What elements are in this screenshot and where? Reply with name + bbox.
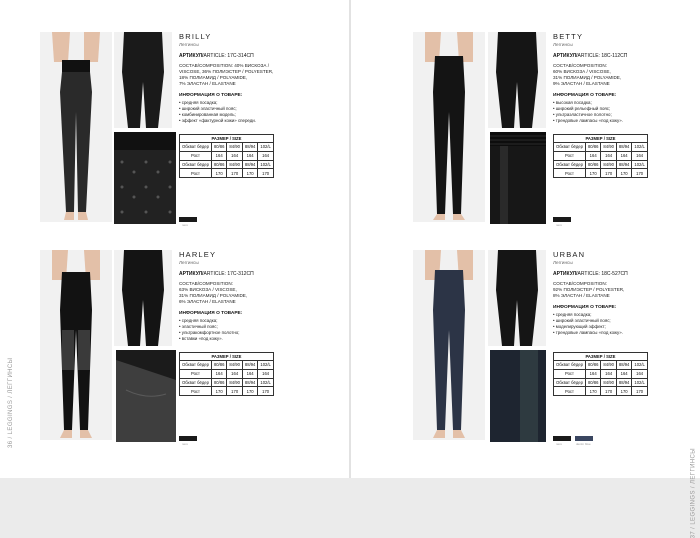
- product-composition: СОСТАВ/COMPOSITION: 63% ВИСКОЗА / VISCOSE, 31% ПОЛИАМИД / POLYAMIDE, 6% ЭЛАСТАН / ELASTANE: [179, 281, 248, 304]
- urban-back-photo: [488, 250, 546, 346]
- brilly-size-table: РАЗМЕР / SIZE Обхват бёдер 80/86 84/90 88/94 102/L Рост 164 164 164 164 Обхват бёдер 80/86 84/90 88/94 102/L Рост 170 170 170 170: [179, 134, 274, 178]
- harley-back-photo: [114, 250, 172, 346]
- product-name: BRILLY: [179, 32, 212, 41]
- betty-swatch-label: nero: [556, 223, 563, 227]
- betty-model-photo: [413, 32, 485, 222]
- product-info-title: ИНФОРМАЦИЯ О ТОВАРЕ:: [553, 305, 617, 310]
- product-article: АРТИКУЛ/ARTICLE: 18С-112СП: [553, 53, 628, 59]
- product-type: Леггинсы: [553, 42, 573, 47]
- product-article: АРТИКУЛ/ARTICLE: 17С-314СП: [179, 53, 254, 59]
- product-info-title: ИНФОРМАЦИЯ О ТОВАРЕ:: [179, 311, 243, 316]
- brilly-description: [179, 32, 289, 124]
- product-info-list: • высокая посадка; • широкий рельефный пояс; • ультраэластичное полотно; • трендовые лампасы «под кожу».: [553, 100, 663, 124]
- brilly-detail-photo: [114, 132, 176, 224]
- brilly-back-photo: [114, 32, 172, 128]
- betty-back-photo: [488, 32, 546, 128]
- brilly-model-photo: [40, 32, 112, 222]
- product-info-title: ИНФОРМАЦИЯ О ТОВАРЕ:: [179, 93, 243, 98]
- harley-color-swatch: [179, 436, 197, 441]
- betty-color-swatch: [553, 217, 571, 222]
- product-article: АРТИКУЛ/ARTICLE: 17С-312СП: [179, 271, 254, 277]
- product-type: Леггинсы: [553, 260, 573, 265]
- product-name: HARLEY: [179, 250, 217, 259]
- product-info-list: • средняя посадка; • широкий эластичный пояс; • комбинированная модель; • эффект «фактурной кожи» спереди.: [179, 100, 289, 124]
- product-composition: СОСТАВ/COMPOSITION: 60% ВИСКОЗА / VISCOSE, 31% ПОЛИАМИД / POLYAMIDE, 9% ЭЛАСТАН / ELASTANE: [553, 63, 622, 86]
- urban-color-swatch-blue: [575, 436, 593, 441]
- product-article: АРТИКУЛ/ARTICLE: 18С-527СП: [553, 271, 628, 277]
- product-type: Леггинсы: [179, 42, 199, 47]
- harley-model-photo: [40, 250, 112, 440]
- brilly-color-swatch: [179, 217, 197, 222]
- urban-swatch-label-black: nero: [556, 442, 563, 446]
- urban-swatch-label-blue: denim blue: [576, 442, 591, 446]
- harley-description: [179, 250, 289, 342]
- harley-swatch-label: nero: [182, 442, 189, 446]
- left-page-side-label: 36 / LEGGINGS / ЛЕГГИНСЫ: [8, 357, 14, 448]
- product-name: BETTY: [553, 32, 584, 41]
- urban-size-table: РАЗМЕР / SIZE Обхват бёдер 80/86 84/90 88/94 102/L Рост 164 164 164 164 Обхват бёдер 80/86 84/90 88/94 102/L Рост 170 170 170 170: [553, 352, 648, 396]
- betty-description: [553, 32, 663, 124]
- betty-size-table: РАЗМЕР / SIZE Обхват бёдер 80/86 84/90 88/94 102/L Рост 164 164 164 164 Обхват бёдер 80/86 84/90 88/94 102/L Рост 170 170 170 170: [553, 134, 648, 178]
- betty-detail-photo: [490, 132, 546, 224]
- urban-color-swatch-black: [553, 436, 571, 441]
- harley-size-table: РАЗМЕР / SIZE Обхват бёдер 80/86 84/90 88/94 102/L Рост 164 164 164 164 Обхват бёдер 80/86 84/90 88/94 102/L Рост 170 170 170 170: [179, 352, 274, 396]
- product-info-title: ИНФОРМАЦИЯ О ТОВАРЕ:: [553, 93, 617, 98]
- product-type: Леггинсы: [179, 260, 199, 265]
- brilly-swatch-label: nero: [182, 223, 189, 227]
- product-composition: СОСТАВ/COMPOSITION: 40% ВИСКОЗА / VISCOSE, 36% ПОЛИЭСТЕР / POLYESTER, 18% ПОЛИАМИД / POLYAMIDE, 7% ЭЛАСТАН / ELASTANE: [179, 63, 274, 86]
- product-info-list: • средняя посадка; • эластичный пояс; • ультракомфортное полотно; • вставки «под кожу».: [179, 318, 289, 342]
- urban-description: [553, 250, 663, 336]
- product-info-list: • средняя посадка; • широкий эластичный пояс; • моделирующий эффект; • трендовые лампасы «под кожу».: [553, 312, 663, 336]
- product-name: URBAN: [553, 250, 586, 259]
- harley-detail-photo: [116, 350, 176, 442]
- product-composition: СОСТАВ/COMPOSITION: 92% ПОЛИЭСТЕР / POLYESTER, 8% ЭЛАСТАН / ELASTANE: [553, 281, 625, 298]
- urban-model-photo: [413, 250, 485, 440]
- right-page-side-label: 37 / LEGGINGS / ЛЕГГИНСЫ: [690, 448, 696, 538]
- urban-detail-photo: [490, 350, 546, 442]
